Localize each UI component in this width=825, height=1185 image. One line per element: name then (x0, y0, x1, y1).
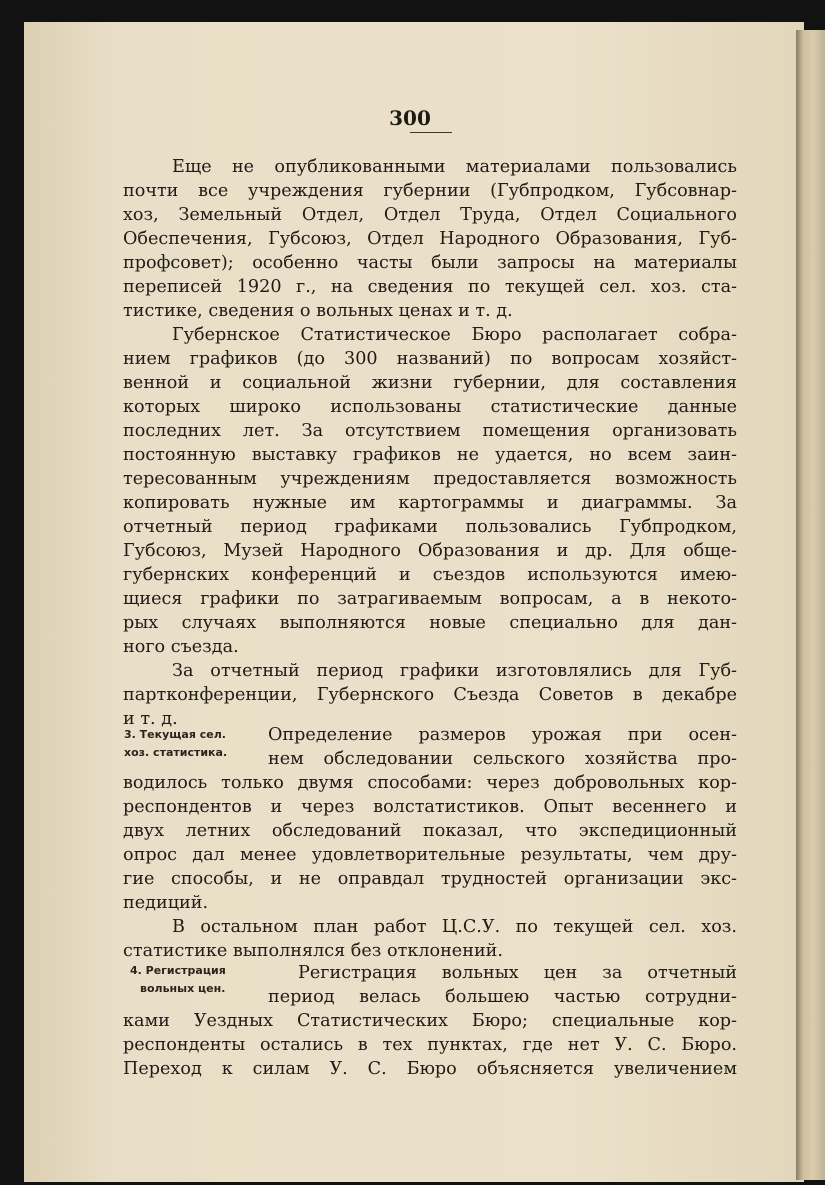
text-line: период велась большею частью сотрудни- (268, 987, 737, 1007)
text-line: водилось только двумя способами: через добровольных кор- (123, 773, 737, 793)
text-line: опрос дал менее удовлетворительные результаты, чем дру- (123, 845, 737, 865)
page-number-rule (410, 132, 452, 133)
text-line: двух летних обследований показал, что экспедиционный (123, 821, 737, 841)
text-line: губернских конференций и съездов используются имею- (123, 565, 737, 585)
text-line: ного съезда. (123, 637, 239, 657)
text-line: Обеспечения, Губсоюз, Отдел Народного Образования, Губ- (123, 229, 737, 249)
text-line: Переход к силам У. С. Бюро объясняется увеличением (123, 1059, 737, 1079)
text-line: щиеся графики по затрагиваемым вопросам, а в некото- (123, 589, 737, 609)
text-line: Регистрация вольных цен за отчетный (298, 963, 737, 983)
text-line: переписей 1920 г., на сведения по текущей сел. хоз. ста- (123, 277, 737, 297)
text-line: педиций. (123, 893, 209, 913)
text-line: В остальном план работ Ц.С.У. по текущей сел. хоз. (172, 917, 737, 937)
side-heading: 3. Текущая сел. (124, 728, 226, 741)
text-line: и т. д. (123, 709, 178, 729)
text-line: статистике выполнялся без отклонений. (123, 941, 503, 961)
text-line: Губернское Статистическое Бюро располагает собра- (172, 325, 737, 345)
text-line: отчетный период графиками пользовались Губпродком, (123, 517, 737, 537)
text-line: партконференции, Губернского Съезда Советов в декабре (123, 685, 737, 705)
text-line: тересованным учреждениям предоставляется возможность (123, 469, 737, 489)
text-line: которых широко использованы статистические данные (123, 397, 737, 417)
text-line: нием графиков (до 300 названий) по вопросам хозяйст- (123, 349, 737, 369)
text-line: постоянную выставку графиков не удается, но всем заин- (123, 445, 737, 465)
text-line: гие способы, и не оправдал трудностей организации экс- (123, 869, 737, 889)
text-line: профсовет); особенно часты были запросы на материалы (123, 253, 737, 273)
text-line: Еще не опубликованными материалами пользовались (172, 157, 737, 177)
text-line: респондентов и через волстатистиков. Опыт весеннего и (123, 797, 737, 817)
text-line: хоз, Земельный Отдел, Отдел Труда, Отдел Социального (123, 205, 737, 225)
text-line: копировать нужные им картограммы и диаграммы. За (123, 493, 737, 513)
text-line: рых случаях выполняются новые специально для дан- (123, 613, 737, 633)
text-line: нем обследовании сельского хозяйства про- (268, 749, 737, 769)
side-heading: хоз. статистика. (124, 746, 228, 759)
text-line: ками Уездных Статистических Бюро; специальные кор- (123, 1011, 737, 1031)
text-line: За отчетный период графики изготовлялись для Губ- (172, 661, 737, 681)
page-number: 300 (389, 106, 431, 130)
text-line: венной и социальной жизни губернии, для составления (123, 373, 737, 393)
text-line: тистике, сведения о вольных ценах и т. д. (123, 301, 513, 321)
text-line: почти все учреждения губернии (Губпродком, Губсовнар- (123, 181, 737, 201)
text-line: респонденты остались в тех пунктах, где нет У. С. Бюро. (123, 1035, 737, 1055)
side-heading: вольных цен. (140, 982, 226, 995)
text-line: Губсоюз, Музей Народного Образования и др. Для обще- (123, 541, 737, 561)
side-heading: 4. Регистрация (130, 964, 226, 977)
text-line: Определение размеров урожая при осен- (268, 725, 737, 745)
text-line: последних лет. За отсутствием помещения организовать (123, 421, 737, 441)
page-edge (796, 30, 825, 1180)
